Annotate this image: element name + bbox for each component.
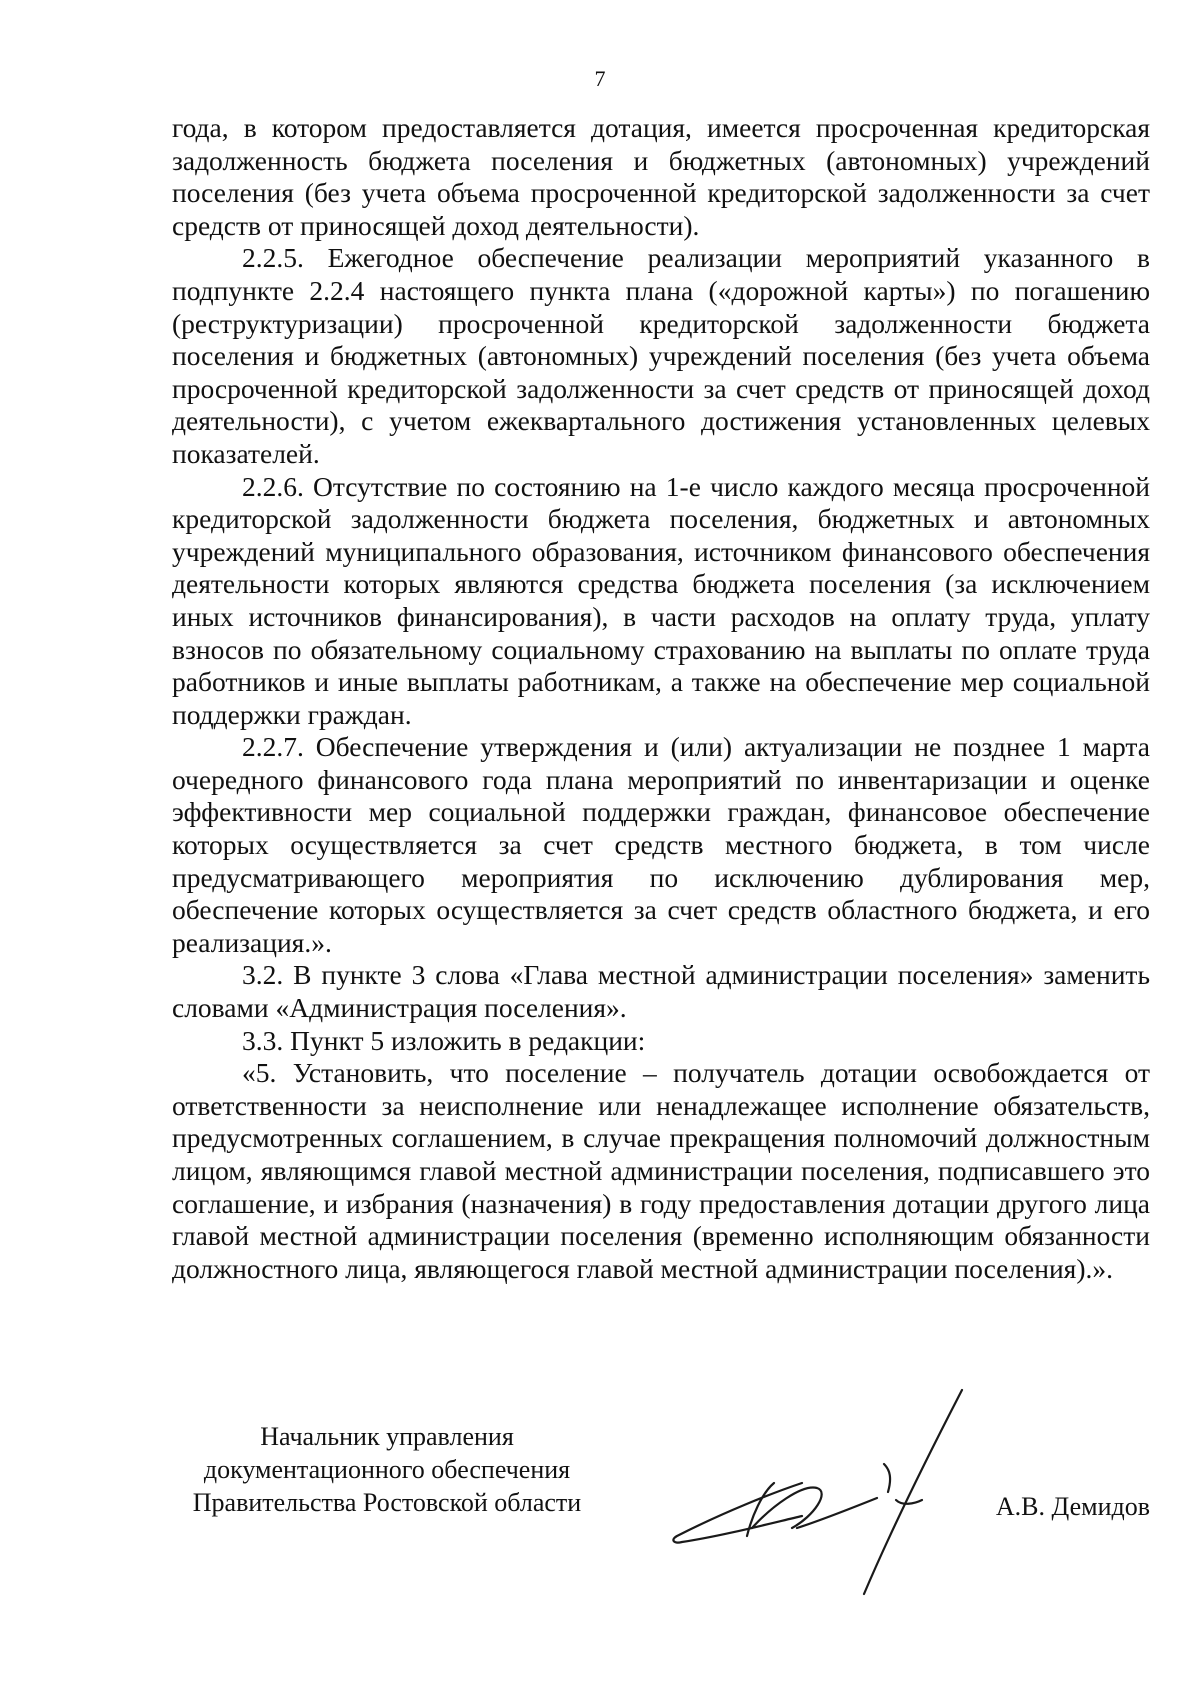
signature-block [172,1420,1150,1620]
paragraph-continuation: года, в котором предоставляется дотация, имеется просроченная кредиторская задолженность бюджета поселения и бюджетных (автономных) учреждений поселения (без учета объема просроченной кредиторской задолженности за счет средств от приносящей доход деятельности). [172,112,1150,241]
signatory-title [172,1420,602,1519]
handwritten-signature-icon [652,1388,972,1618]
paragraph-point-5: «5. Установить, что поселение – получатель дотации освобождается от ответственности за неисполнение или ненадлежащее исполнение обязательств, предусмотренных соглашением, в случае прекращения полномочий должностным лицом, являющимся главой местной администрации поселения, подписавшего это соглашение, и избрания (назначения) в году предоставления дотации другого лица главой местной администрации поселения (временно исполняющим обязанности должностного лица, являющегося главой местной администрации поселения).». [172,1057,1150,1284]
page-number: 7 [594,66,606,91]
signatory-title-line: Начальник управления [260,1422,514,1451]
document-body [172,112,1150,1285]
paragraph-3-2: 3.2. В пункте 3 слова «Глава местной администрации поселения» заменить словами «Администрация поселения». [172,959,1150,1024]
signatory-name: А.В. Демидов [995,1492,1150,1521]
signatory-title-line: Правительства Ростовской области [192,1488,582,1517]
paragraph-2-2-7: 2.2.7. Обеспечение утверждения и (или) актуализации не позднее 1 марта очередного финансового года плана мероприятий по инвентаризации и оценке эффективности мер социальной поддержки граждан, финансовое обеспечение которых осуществляется за счет средств местного бюджета, в том числе предусматривающего мероприятия по исключению дублирования мер, обеспечение которых осуществляется за счет средств областного бюджета, и его реализация.». [172,731,1150,958]
paragraph-2-2-5: 2.2.5. Ежегодное обеспечение реализации мероприятий указанного в подпункте 2.2.4 настоящего пункта плана («дорожной карты») по погашению (реструктуризации) просроченной кредиторской задолженности бюджета поселения и бюджетных (автономных) учреждений поселения (без учета объема просроченной кредиторской задолженности за счет средств от приносящей доход деятельности), с учетом ежеквартального достижения установленных целевых показателей. [172,242,1150,469]
paragraph-2-2-6: 2.2.6. Отсутствие по состоянию на 1-е число каждого месяца просроченной кредиторской задолженности бюджета поселения, бюджетных и автономных учреждений муниципального образования, источником финансового обеспечения деятельности которых являются средства бюджета поселения (за исключением иных источников финансирования), в части расходов на оплату труда, уплату взносов по обязательному социальному страхованию на выплаты по оплате труда работников и иные выплаты работникам, а также на обеспечение мер социальной поддержки граждан. [172,470,1150,730]
signatory-title-line: документационного обеспечения [203,1455,571,1484]
paragraph-3-3: 3.3. Пункт 5 изложить в редакции: [242,1024,646,1056]
